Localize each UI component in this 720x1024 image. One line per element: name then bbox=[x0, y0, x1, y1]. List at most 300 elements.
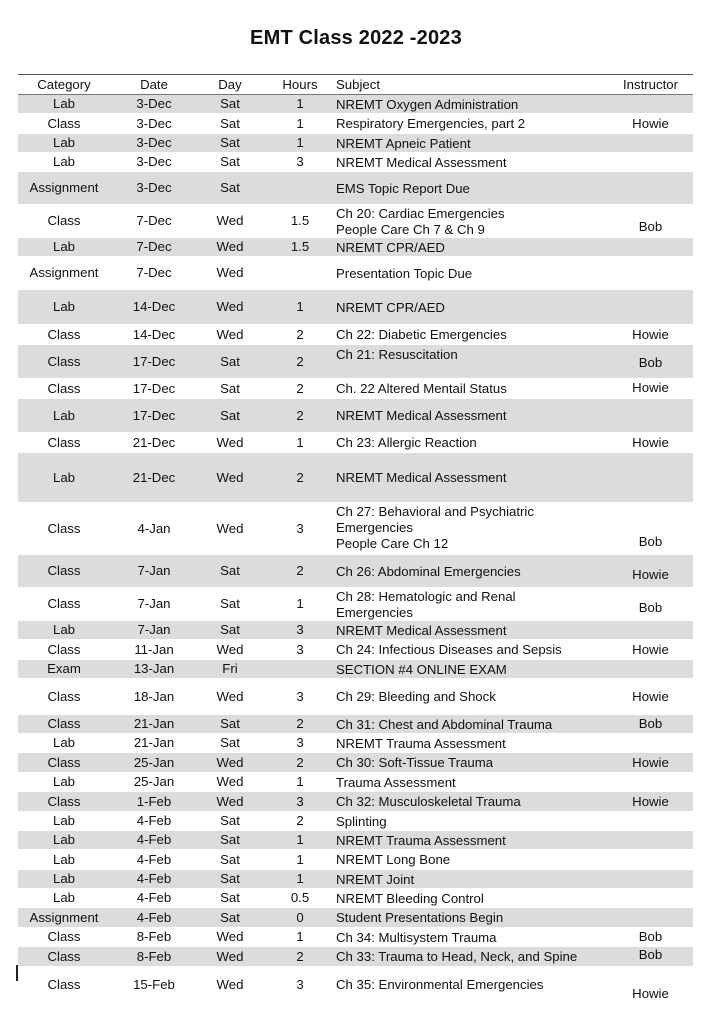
cell-category: Class bbox=[47, 716, 81, 731]
table-row bbox=[18, 792, 693, 812]
instructor-name: Howie bbox=[632, 794, 669, 809]
cell-date: 4-Feb bbox=[136, 832, 172, 847]
instructor-name: Bob bbox=[638, 219, 663, 234]
table-row bbox=[18, 95, 693, 114]
cell-subject bbox=[336, 947, 608, 966]
cell-date: 25-Jan bbox=[133, 754, 175, 770]
cell-day: Sat bbox=[220, 716, 240, 731]
subject-line: Ch 30: Soft-Tissue Trauma bbox=[336, 755, 494, 770]
cell-day: Wed bbox=[216, 239, 244, 254]
subject-line: NREMT Oxygen Administration bbox=[336, 97, 519, 112]
subject-line: Ch 31: Chest and Abdominal Trauma bbox=[336, 717, 553, 732]
cell-day: Wed bbox=[216, 948, 244, 964]
cell-category: Lab bbox=[52, 622, 75, 637]
table-row bbox=[18, 831, 693, 850]
cell-day: Sat bbox=[220, 813, 240, 828]
cell-day: Wed bbox=[216, 688, 244, 704]
cell-date: 3-Dec bbox=[136, 115, 172, 131]
cell-instructor bbox=[608, 850, 693, 869]
cell-hours: 1 bbox=[296, 434, 304, 450]
cell-instructor bbox=[608, 238, 693, 256]
cell-hours: 0.5 bbox=[290, 890, 310, 905]
cell-date: 3-Dec bbox=[136, 154, 172, 169]
cell-subject bbox=[336, 114, 608, 133]
cell-hours: 2 bbox=[296, 948, 304, 964]
cell-subject bbox=[336, 257, 608, 289]
cell-date: 4-Feb bbox=[136, 909, 172, 925]
table-row bbox=[18, 715, 693, 734]
cell-hours: 3 bbox=[296, 154, 304, 169]
cell-hours: 3 bbox=[296, 735, 304, 750]
header-date: Date bbox=[140, 76, 168, 92]
cell-subject bbox=[336, 908, 608, 927]
cell-subject bbox=[336, 715, 608, 733]
cell-instructor bbox=[608, 433, 693, 452]
cell-date: 4-Jan bbox=[137, 520, 171, 536]
cell-category: Class bbox=[47, 115, 81, 131]
cell-instructor bbox=[608, 621, 693, 639]
cell-hours: 1 bbox=[296, 115, 304, 131]
cell-hours: 1 bbox=[296, 871, 304, 886]
cell-category: Class bbox=[47, 793, 81, 809]
table-row bbox=[18, 134, 693, 153]
cell-instructor bbox=[608, 660, 693, 678]
instructor-name: Bob bbox=[638, 947, 663, 962]
table-row bbox=[18, 325, 693, 345]
cell-subject bbox=[336, 238, 608, 256]
cell-hours: 1 bbox=[296, 299, 304, 314]
cell-day: Sat bbox=[220, 353, 240, 369]
instructor-name: Howie bbox=[632, 755, 669, 770]
cell-day: Sat bbox=[220, 735, 240, 750]
cell-date: 17-Dec bbox=[132, 380, 176, 396]
cell-hours: 2 bbox=[296, 407, 304, 423]
cell-day: Sat bbox=[220, 890, 240, 905]
table-row bbox=[18, 453, 693, 503]
cell-instructor bbox=[608, 95, 693, 113]
cell-instructor bbox=[608, 205, 693, 237]
table-row bbox=[18, 153, 693, 172]
cell-category: Class bbox=[47, 929, 81, 944]
cell-subject bbox=[336, 555, 608, 587]
table-row bbox=[18, 433, 693, 453]
cell-instructor bbox=[608, 753, 693, 772]
cell-category: Class bbox=[47, 948, 81, 964]
cell-subject bbox=[336, 889, 608, 907]
cell-subject bbox=[336, 503, 608, 554]
table-header bbox=[18, 75, 693, 95]
cell-category: Lab bbox=[52, 890, 75, 905]
subject-line: NREMT CPR/AED bbox=[336, 300, 445, 315]
subject-line: NREMT CPR/AED bbox=[336, 240, 445, 255]
cell-category: Lab bbox=[52, 154, 75, 169]
cell-date: 21-Dec bbox=[132, 469, 176, 485]
cell-subject bbox=[336, 453, 608, 502]
subject-line: NREMT Medical Assessment bbox=[336, 623, 507, 638]
cell-instructor bbox=[608, 640, 693, 659]
instructor-name: Howie bbox=[632, 380, 669, 395]
cell-category: Class bbox=[47, 641, 81, 657]
cell-instructor bbox=[608, 734, 693, 752]
cell-instructor bbox=[608, 503, 693, 554]
header-hours: Hours bbox=[282, 76, 318, 92]
cell-category: Class bbox=[47, 520, 81, 536]
cell-date: 7-Dec bbox=[136, 265, 172, 280]
subject-line: NREMT Long Bone bbox=[336, 852, 451, 867]
cell-hours: 3 bbox=[296, 622, 304, 637]
cell-day: Sat bbox=[220, 871, 240, 886]
cell-date: 7-Jan bbox=[137, 596, 171, 611]
cell-hours: 1 bbox=[296, 851, 304, 867]
cell-subject bbox=[336, 95, 608, 113]
instructor-name: Bob bbox=[638, 534, 663, 549]
cell-hours: 2 bbox=[296, 353, 304, 369]
cell-day: Sat bbox=[220, 180, 240, 195]
cell-hours: 2 bbox=[296, 716, 304, 731]
cell-category: Lab bbox=[52, 871, 75, 886]
cell-subject bbox=[336, 588, 608, 620]
subject-line: NREMT Apneic Patient bbox=[336, 136, 471, 151]
cell-hours: 2 bbox=[296, 563, 304, 578]
cell-category: Class bbox=[47, 380, 81, 396]
cell-category: Lab bbox=[52, 239, 75, 254]
cell-date: 7-Jan bbox=[137, 622, 171, 637]
cell-subject bbox=[336, 172, 608, 204]
cell-subject bbox=[336, 850, 608, 869]
cell-instructor bbox=[608, 967, 693, 1002]
cell-instructor bbox=[608, 134, 693, 152]
subject-line: Student Presentations Begin bbox=[336, 910, 504, 925]
cell-category: Lab bbox=[52, 832, 75, 847]
cell-subject bbox=[336, 679, 608, 714]
subject-line: NREMT Medical Assessment bbox=[336, 408, 507, 423]
cell-instructor bbox=[608, 290, 693, 324]
cell-date: 14-Dec bbox=[132, 299, 176, 314]
cell-subject bbox=[336, 792, 608, 811]
cell-date: 1-Feb bbox=[136, 793, 172, 809]
cell-subject bbox=[336, 967, 608, 1002]
cell-hours: 2 bbox=[296, 326, 304, 342]
table-row bbox=[18, 257, 693, 290]
cell-day: Sat bbox=[220, 154, 240, 169]
cell-category: Class bbox=[47, 326, 81, 342]
cell-category: Class bbox=[47, 688, 81, 704]
cell-instructor bbox=[608, 947, 693, 966]
cell-hours bbox=[268, 660, 332, 678]
table-row bbox=[18, 908, 693, 928]
subject-line: Ch 29: Bleeding and Shock bbox=[336, 689, 496, 704]
table-row bbox=[18, 734, 693, 753]
cell-day: Wed bbox=[216, 265, 244, 280]
instructor-name: Howie bbox=[632, 116, 669, 131]
instructor-name: Howie bbox=[632, 689, 669, 704]
cell-category: Class bbox=[47, 434, 81, 450]
table-body bbox=[18, 95, 693, 1003]
subject-line: Emergencies bbox=[336, 520, 413, 535]
cell-day: Wed bbox=[216, 213, 244, 228]
cell-hours: 2 bbox=[296, 380, 304, 396]
cell-date: 18-Jan bbox=[133, 688, 175, 704]
cell-category: Lab bbox=[52, 813, 75, 828]
cell-hours: 3 bbox=[296, 641, 304, 657]
subject-line: Ch 34: Multisystem Trauma bbox=[336, 930, 497, 945]
subject-line: Ch 20: Cardiac Emergencies bbox=[336, 206, 505, 221]
cell-day: Wed bbox=[216, 641, 244, 657]
cell-instructor bbox=[608, 114, 693, 133]
subject-line: EMS Topic Report Due bbox=[336, 181, 470, 196]
cell-date: 15-Feb bbox=[133, 976, 175, 992]
subject-line: NREMT Bleeding Control bbox=[336, 891, 484, 906]
cell-date: 13-Jan bbox=[133, 661, 175, 676]
subject-line: Presentation Topic Due bbox=[336, 266, 473, 281]
subject-line: Ch 27: Behavioral and Psychiatric bbox=[336, 504, 534, 519]
cell-instructor bbox=[608, 889, 693, 907]
cell-instructor bbox=[608, 588, 693, 620]
margin-mark bbox=[16, 965, 18, 981]
cell-day: Sat bbox=[220, 909, 240, 925]
cell-category: Lab bbox=[52, 407, 75, 423]
subject-line: Ch 32: Musculoskeletal Trauma bbox=[336, 794, 521, 809]
cell-day: Sat bbox=[220, 622, 240, 637]
table-row bbox=[18, 660, 693, 679]
cell-subject bbox=[336, 734, 608, 752]
cell-subject bbox=[336, 640, 608, 659]
cell-date: 17-Dec bbox=[132, 407, 176, 423]
header-day: Day bbox=[218, 76, 242, 92]
cell-day: Sat bbox=[220, 407, 240, 423]
cell-day: Wed bbox=[216, 793, 244, 809]
table-row bbox=[18, 345, 693, 379]
cell-subject bbox=[336, 205, 608, 237]
cell-instructor bbox=[608, 870, 693, 888]
cell-subject bbox=[336, 831, 608, 849]
cell-date: 25-Jan bbox=[133, 774, 175, 789]
cell-hours: 0 bbox=[296, 909, 304, 925]
cell-instructor bbox=[608, 928, 693, 946]
cell-day: Sat bbox=[220, 96, 240, 111]
cell-day: Wed bbox=[216, 434, 244, 450]
table-row bbox=[18, 812, 693, 831]
cell-date: 8-Feb bbox=[136, 929, 172, 944]
cell-category: Class bbox=[47, 596, 81, 611]
cell-category: Assignment bbox=[29, 265, 99, 280]
cell-category: Lab bbox=[52, 774, 75, 789]
instructor-name: Howie bbox=[632, 567, 669, 582]
cell-date: 14-Dec bbox=[132, 326, 176, 342]
cell-date: 17-Dec bbox=[132, 353, 176, 369]
cell-hours: 3 bbox=[296, 976, 304, 992]
cell-date: 21-Jan bbox=[133, 735, 175, 750]
table-row bbox=[18, 621, 693, 640]
table-row bbox=[18, 503, 693, 555]
cell-hours: 3 bbox=[296, 688, 304, 704]
cell-instructor bbox=[608, 453, 693, 502]
cell-subject bbox=[336, 325, 608, 344]
instructor-name: Howie bbox=[632, 642, 669, 657]
cell-hours bbox=[268, 172, 332, 204]
cell-date: 3-Dec bbox=[136, 135, 172, 150]
cell-category: Lab bbox=[52, 299, 75, 314]
cell-subject bbox=[336, 399, 608, 432]
cell-instructor bbox=[608, 345, 693, 378]
instructor-name: Bob bbox=[638, 355, 663, 370]
cell-subject bbox=[336, 290, 608, 324]
table-row bbox=[18, 555, 693, 588]
cell-category: Class bbox=[47, 563, 81, 578]
header-instructor: Instructor bbox=[623, 76, 678, 92]
table-row bbox=[18, 870, 693, 889]
cell-date: 4-Feb bbox=[136, 890, 172, 905]
cell-day: Wed bbox=[216, 976, 244, 992]
subject-line: Ch 35: Environmental Emergencies bbox=[336, 977, 544, 992]
cell-day: Wed bbox=[216, 929, 244, 944]
cell-instructor bbox=[608, 679, 693, 714]
cell-subject bbox=[336, 621, 608, 639]
table-row bbox=[18, 889, 693, 908]
subject-line: Ch 23: Allergic Reaction bbox=[336, 435, 477, 450]
subject-line: Ch 33: Trauma to Head, Neck, and Spine bbox=[336, 949, 578, 964]
subject-line: NREMT Medical Assessment bbox=[336, 155, 507, 170]
cell-hours: 3 bbox=[296, 520, 304, 536]
cell-subject bbox=[336, 660, 608, 678]
cell-subject bbox=[336, 433, 608, 452]
cell-instructor bbox=[608, 715, 693, 733]
cell-day: Fri bbox=[222, 661, 238, 676]
subject-line: Ch. 22 Altered Mentail Status bbox=[336, 381, 507, 396]
cell-date: 3-Dec bbox=[136, 96, 172, 111]
cell-day: Sat bbox=[220, 563, 240, 578]
cell-date: 7-Jan bbox=[137, 563, 171, 578]
instructor-name: Bob bbox=[638, 716, 663, 731]
cell-day: Sat bbox=[220, 596, 240, 611]
cell-day: Sat bbox=[220, 135, 240, 150]
subject-line: NREMT Trauma Assessment bbox=[336, 736, 506, 751]
cell-instructor bbox=[608, 555, 693, 587]
instructor-name: Howie bbox=[632, 435, 669, 450]
cell-day: Wed bbox=[216, 520, 244, 536]
cell-instructor bbox=[608, 908, 693, 927]
table-row bbox=[18, 238, 693, 257]
table-row bbox=[18, 640, 693, 660]
cell-subject bbox=[336, 812, 608, 830]
table-row bbox=[18, 588, 693, 621]
subject-line: People Care Ch 7 & Ch 9 bbox=[336, 222, 485, 237]
subject-line: NREMT Trauma Assessment bbox=[336, 833, 506, 848]
cell-instructor bbox=[608, 153, 693, 171]
cell-hours: 1 bbox=[296, 774, 304, 789]
subject-line: NREMT Medical Assessment bbox=[336, 470, 507, 485]
cell-hours: 1.5 bbox=[290, 239, 310, 254]
cell-date: 21-Dec bbox=[132, 434, 176, 450]
cell-hours: 2 bbox=[296, 754, 304, 770]
cell-day: Sat bbox=[220, 851, 240, 867]
table-row bbox=[18, 399, 693, 433]
cell-day: Sat bbox=[220, 115, 240, 131]
cell-subject bbox=[336, 134, 608, 152]
table-row bbox=[18, 679, 693, 715]
cell-day: Sat bbox=[220, 380, 240, 396]
cell-date: 3-Dec bbox=[136, 180, 172, 195]
cell-instructor bbox=[608, 172, 693, 204]
cell-category: Exam bbox=[47, 661, 81, 676]
cell-category: Lab bbox=[52, 851, 75, 867]
subject-line: People Care Ch 12 bbox=[336, 536, 449, 551]
cell-subject bbox=[336, 753, 608, 772]
cell-hours bbox=[268, 257, 332, 289]
cell-hours: 2 bbox=[296, 469, 304, 485]
cell-hours: 1 bbox=[296, 832, 304, 847]
cell-instructor bbox=[608, 812, 693, 830]
cell-date: 21-Jan bbox=[133, 716, 175, 731]
instructor-name: Bob bbox=[638, 929, 663, 944]
cell-category: Class bbox=[47, 754, 81, 770]
table-row bbox=[18, 850, 693, 870]
cell-subject bbox=[336, 345, 608, 378]
cell-instructor bbox=[608, 399, 693, 432]
cell-day: Wed bbox=[216, 754, 244, 770]
cell-category: Class bbox=[47, 353, 81, 369]
table-row bbox=[18, 290, 693, 325]
cell-day: Wed bbox=[216, 774, 244, 789]
cell-subject bbox=[336, 773, 608, 791]
cell-date: 8-Feb bbox=[136, 948, 172, 964]
cell-instructor bbox=[608, 379, 693, 398]
cell-instructor bbox=[608, 773, 693, 791]
cell-date: 7-Dec bbox=[136, 239, 172, 254]
table-row bbox=[18, 947, 693, 967]
table-row bbox=[18, 967, 693, 1003]
cell-category: Lab bbox=[52, 96, 75, 111]
cell-date: 4-Feb bbox=[136, 851, 172, 867]
cell-hours: 1 bbox=[296, 96, 304, 111]
subject-line: Ch 28: Hematologic and Renal bbox=[336, 589, 516, 604]
cell-hours: 3 bbox=[296, 793, 304, 809]
cell-date: 4-Feb bbox=[136, 871, 172, 886]
cell-subject bbox=[336, 870, 608, 888]
cell-hours: 2 bbox=[296, 813, 304, 828]
cell-date: 7-Dec bbox=[136, 213, 172, 228]
cell-instructor bbox=[608, 792, 693, 811]
table-row bbox=[18, 114, 693, 134]
cell-day: Sat bbox=[220, 832, 240, 847]
cell-subject bbox=[336, 153, 608, 171]
subject-line: SECTION #4 ONLINE EXAM bbox=[336, 662, 507, 677]
cell-category: Assignment bbox=[29, 180, 99, 195]
page-title: EMT Class 2022 -2023 bbox=[250, 27, 462, 49]
cell-instructor bbox=[608, 325, 693, 344]
instructor-name: Howie bbox=[632, 327, 669, 342]
cell-day: Wed bbox=[216, 299, 244, 314]
subject-line: Emergencies bbox=[336, 605, 413, 620]
subject-line: Ch 21: Resuscitation bbox=[336, 347, 458, 362]
cell-instructor bbox=[608, 831, 693, 849]
table-row bbox=[18, 205, 693, 238]
table-row bbox=[18, 928, 693, 947]
cell-subject bbox=[336, 379, 608, 398]
table-row bbox=[18, 379, 693, 399]
cell-hours: 1 bbox=[296, 929, 304, 944]
table-row bbox=[18, 172, 693, 205]
cell-date: 11-Jan bbox=[134, 641, 174, 657]
subject-line: Ch 26: Abdominal Emergencies bbox=[336, 564, 521, 579]
cell-hours: 1 bbox=[296, 596, 304, 611]
cell-category: Lab bbox=[52, 135, 75, 150]
schedule-table bbox=[18, 74, 693, 1003]
cell-date: 4-Feb bbox=[136, 813, 172, 828]
cell-instructor bbox=[608, 257, 693, 289]
cell-day: Wed bbox=[216, 326, 244, 342]
instructor-name: Howie bbox=[632, 986, 669, 1001]
